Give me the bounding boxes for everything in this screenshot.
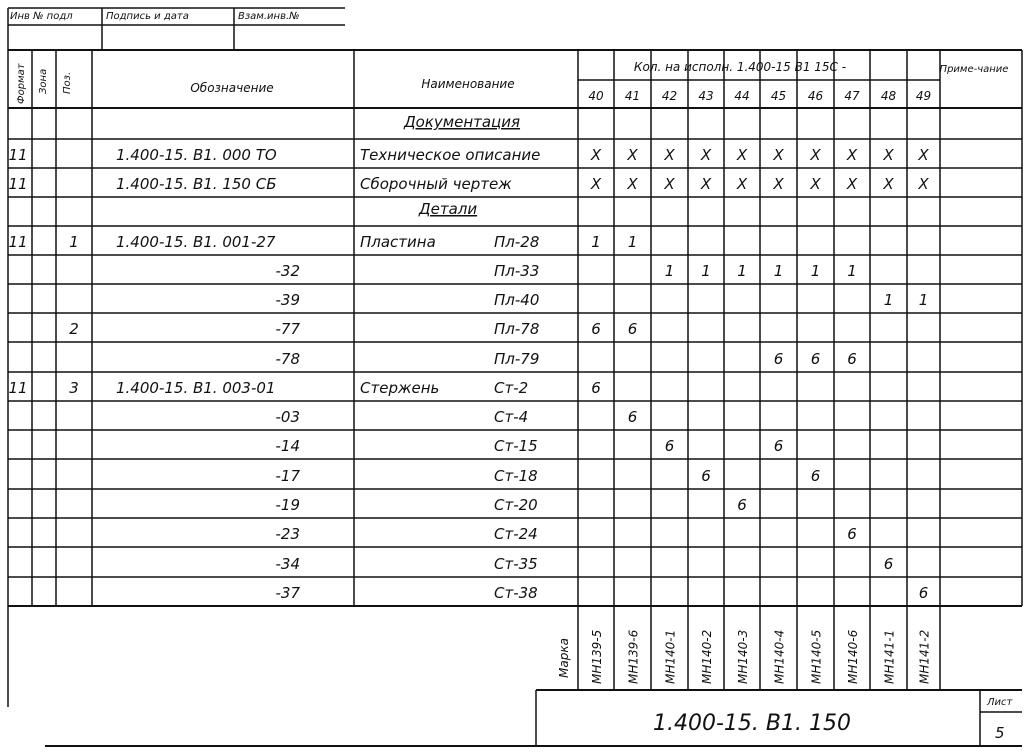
row-qty: X bbox=[773, 175, 784, 193]
variant-header-44: 44 bbox=[734, 89, 750, 103]
row-poz: 1 bbox=[69, 233, 79, 251]
row-qty: X bbox=[773, 146, 784, 164]
row-qty: 6 bbox=[664, 437, 675, 455]
row-oboznachenie: -23 bbox=[275, 525, 300, 543]
variant-header-48: 48 bbox=[880, 89, 897, 103]
row-sub: Пл-28 bbox=[494, 233, 540, 251]
row-qty: 6 bbox=[701, 467, 711, 485]
variant-header-49: 49 bbox=[915, 89, 932, 103]
row-sub: Ст-24 bbox=[494, 525, 538, 543]
row-qty: X bbox=[918, 146, 929, 164]
header-primechanie: Приме-чание bbox=[939, 64, 1009, 75]
row-oboznachenie: -03 bbox=[275, 408, 300, 426]
marka-МН140-4: МН140-4 bbox=[772, 629, 787, 684]
row-poz: 2 bbox=[69, 320, 79, 338]
row-sub: Пл-33 bbox=[494, 262, 540, 280]
row-qty: 6 bbox=[773, 437, 784, 455]
row-qty: 1 bbox=[701, 262, 711, 280]
row-oboznachenie: 1.400-15. В1. 150 СБ bbox=[116, 175, 277, 193]
row-sub: Ст-4 bbox=[494, 408, 529, 426]
row-qty: 6 bbox=[773, 350, 784, 368]
row-qty: X bbox=[700, 146, 712, 164]
row-qty: X bbox=[810, 146, 821, 164]
row-qty: X bbox=[883, 175, 894, 193]
row-format: 11 bbox=[8, 175, 28, 193]
row-sub: Ст-20 bbox=[494, 496, 538, 514]
row-oboznachenie: 1.400-15. В1. 000 ТО bbox=[116, 146, 277, 164]
row-oboznachenie: -17 bbox=[275, 467, 300, 485]
row-oboznachenie: -34 bbox=[275, 555, 300, 573]
row-oboznachenie: -14 bbox=[275, 437, 300, 455]
row-oboznachenie: -32 bbox=[275, 262, 300, 280]
row-poz: 3 bbox=[69, 379, 79, 397]
row-qty: X bbox=[736, 146, 748, 164]
row-sub: Пл-40 bbox=[494, 291, 540, 309]
variant-header-43: 43 bbox=[698, 89, 714, 103]
row-sub: Ст-18 bbox=[494, 467, 538, 485]
row-format: 11 bbox=[8, 379, 28, 397]
row-qty: 6 bbox=[591, 379, 601, 397]
marka-МН140-1: МН140-1 bbox=[663, 629, 678, 684]
row-naimenovanie: Техническое описание bbox=[360, 146, 541, 164]
variant-header-45: 45 bbox=[770, 89, 787, 103]
marka-МН140-6: МН140-6 bbox=[846, 629, 860, 684]
marka-МН140-5: МН140-5 bbox=[809, 629, 824, 684]
row-qty: X bbox=[627, 175, 638, 193]
row-qty: 1 bbox=[737, 262, 747, 280]
row-oboznachenie: 1.400-15. В1. 001-27 bbox=[116, 233, 276, 251]
row-qty: X bbox=[664, 175, 675, 193]
header-format: Формат bbox=[16, 63, 27, 104]
stamp-podpis-data: Подпись и дата bbox=[106, 11, 189, 22]
row-oboznachenie: -19 bbox=[275, 496, 300, 514]
header-oboznachenie: Обозначение bbox=[190, 81, 274, 95]
row-qty: 6 bbox=[883, 555, 894, 573]
row-sub: Пл-78 bbox=[494, 320, 540, 338]
row-qty: X bbox=[810, 175, 821, 193]
row-qty: 6 bbox=[847, 525, 857, 543]
stamp-vzam-inv: Взам.инв.№ bbox=[238, 11, 300, 22]
variant-header-40: 40 bbox=[588, 89, 604, 103]
row-qty: 6 bbox=[918, 584, 929, 602]
row-qty: 6 bbox=[847, 350, 857, 368]
row-oboznachenie: -39 bbox=[275, 291, 300, 309]
stamp-inv-podl: Инв № подл bbox=[10, 11, 73, 22]
marka-МН139-5: МН139-5 bbox=[590, 629, 604, 684]
row-qty: 1 bbox=[627, 233, 638, 251]
header-zona: Зона bbox=[38, 68, 49, 94]
row-qty: 6 bbox=[627, 408, 638, 426]
marka-МН141-2: МН141-2 bbox=[917, 629, 932, 684]
row-oboznachenie: -78 bbox=[275, 350, 300, 368]
marka-МН141-1: МН141-1 bbox=[882, 629, 897, 684]
marka-МН140-3: МН140-3 bbox=[736, 629, 750, 684]
row-qty: X bbox=[736, 175, 748, 193]
row-qty: 1 bbox=[773, 262, 784, 280]
row-qty: 6 bbox=[810, 350, 821, 368]
row-qty: 6 bbox=[591, 320, 601, 338]
header-kol: Кол. на исполн. 1.400-15 В1 15С - bbox=[633, 60, 847, 74]
row-qty: X bbox=[846, 146, 858, 164]
row-naimenovanie: Стержень bbox=[360, 379, 440, 397]
marka-МН139-6: МН139-6 bbox=[626, 629, 641, 684]
row-oboznachenie: -77 bbox=[275, 320, 300, 338]
row-format: 11 bbox=[8, 233, 28, 251]
row-sub: Пл-79 bbox=[494, 350, 540, 368]
row-qty: 1 bbox=[883, 291, 894, 309]
variant-header-41: 41 bbox=[624, 89, 641, 103]
row-qty: 1 bbox=[664, 262, 675, 280]
row-sub: Ст-38 bbox=[494, 584, 538, 602]
row-oboznachenie: -37 bbox=[275, 584, 300, 602]
title-block-designation: 1.400-15. В1. 150 bbox=[653, 711, 851, 736]
variant-header-42: 42 bbox=[661, 89, 678, 103]
row-sub: Ст-35 bbox=[494, 555, 538, 573]
row-qty: 1 bbox=[810, 262, 821, 280]
variant-header-47: 47 bbox=[844, 89, 860, 103]
row-naimenovanie: Сборочный чертеж bbox=[360, 175, 512, 193]
title-block-list-label: Лист bbox=[987, 697, 1013, 708]
row-qty: X bbox=[883, 146, 894, 164]
row-qty: X bbox=[627, 146, 638, 164]
row-qty: 6 bbox=[737, 496, 747, 514]
header-naimenovanie: Наименование bbox=[421, 77, 515, 91]
marka-label: Марка bbox=[557, 638, 571, 678]
row-qty: X bbox=[700, 175, 712, 193]
row-sub: Ст-15 bbox=[494, 437, 538, 455]
row-oboznachenie: 1.400-15. В1. 003-01 bbox=[116, 379, 276, 397]
row-qty: X bbox=[846, 175, 858, 193]
row-sub: Ст-2 bbox=[494, 379, 529, 397]
header-poz: Поз. bbox=[62, 71, 73, 94]
row-format: 11 bbox=[8, 146, 28, 164]
row-naimenovanie: Пластина bbox=[360, 233, 436, 251]
variant-header-46: 46 bbox=[807, 89, 824, 103]
row-qty: X bbox=[590, 175, 602, 193]
row-qty: 6 bbox=[810, 467, 821, 485]
row-qty: X bbox=[918, 175, 929, 193]
section-documentation: Документация bbox=[403, 113, 521, 131]
row-qty: 1 bbox=[847, 262, 857, 280]
section-details: Детали bbox=[418, 200, 478, 218]
marka-МН140-2: МН140-2 bbox=[700, 629, 714, 684]
title-block-list-number: 5 bbox=[995, 724, 1005, 742]
row-qty: X bbox=[664, 146, 675, 164]
row-qty: 6 bbox=[627, 320, 638, 338]
row-qty: 1 bbox=[918, 291, 929, 309]
row-qty: 1 bbox=[591, 233, 601, 251]
row-qty: X bbox=[590, 146, 602, 164]
